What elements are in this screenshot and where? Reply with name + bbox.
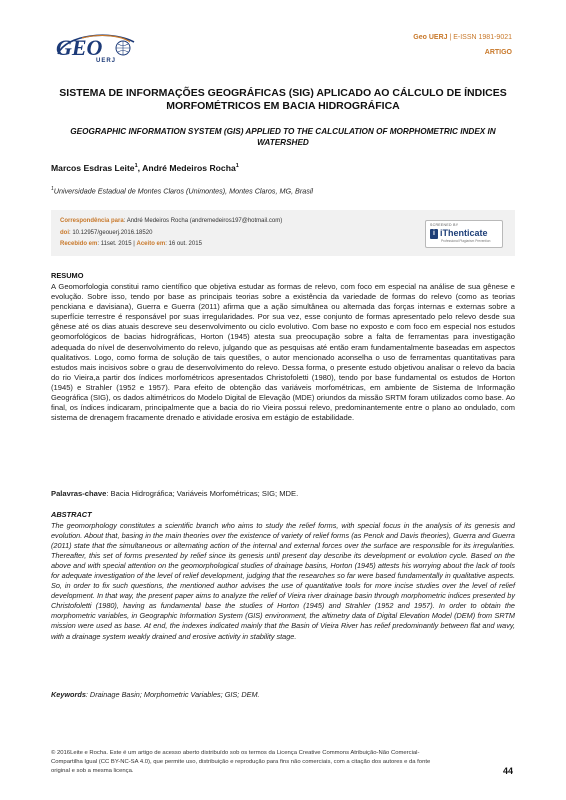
correspondence-value[interactable]: : André Medeiros Rocha (andremedeiros197@hotmail.com) bbox=[123, 218, 283, 224]
keywords-english bbox=[51, 690, 260, 699]
journal-header bbox=[413, 30, 512, 60]
svg-text:GEO: GEO bbox=[56, 35, 103, 60]
dates-line bbox=[60, 239, 282, 251]
page-number: 44 bbox=[502, 766, 513, 776]
keywords-portuguese bbox=[51, 489, 298, 498]
article-metadata bbox=[60, 216, 282, 251]
received-date: : 11set. 2015 | bbox=[97, 241, 135, 247]
issn: E-ISSN 1981-9021 bbox=[453, 34, 512, 41]
doi-label: doi bbox=[60, 229, 69, 236]
article-subtitle-english: GEOGRAPHIC INFORMATION SYSTEM (GIS) APPLIED TO THE CALCULATION OF MORPHOMETRIC INDEX IN WATERSHED bbox=[70, 127, 496, 147]
journal-name: Geo UERJ bbox=[413, 34, 448, 41]
resumo-text: A Geomorfologia constitui ramo científico que objetiva estudar as formas de relevo, com foco em especial na análise de sua gênese e evolução. Sobre isso, tendo por base as principais teorias sobre a existência da variedade de formas do relevo (como as teorias penckiana e davisiana), Guerra e Guerra (2011) afirma que a ação simultânea ou alternada das forças internas e externas sobre a superfície terrestre é responsável por suas irregularidades. Por sua vez, esse conjunto de formas apresentado pelo relevo desde sua gênese até os dias atuais descreve seu desenvolvimento ou ciclo evolutivo. Com base no exposto e com foco em especial nos estudos geomorfológicos de bacias hidrográficas, Horton (1945) atesta sua preocupação sobre a falta de ferramentas para investigação adequada do nível de desenvolvimento do relevo, julgando que as pesquisas até então eram fundamentalmente baseadas em aspectos qualitativos. Logo, como forma de solução de tais questões, o autor mencionado aconselha o uso de ferramentas quantitativas para estudos mais incisivos sobre o grau de desenvolvimento do relevo. Dessa forma, o presente estudo objetivou analisar o relevo da bacia do rio Vieira,a partir dos índices morfométricos apresentados Christofoletti (1980), tendo por base fundamental os estudos de Horton (1945) e Strahler (1952 e 1957). Para efeito de obtenção das variáveis morfométricas, em ambiente de Sistema de Informação Geográfica (SIG), os dados altimétricos do Modelo Digital de Elevação (MDE) oriundos da missão SRTM foram utilizados como base. Ao final, os índices indicaram, principalmente que a bacia do rio Vieira possui relevo, predominantemente entre o plano ao ondulado, com sistema de drenagem fracamente drenado e atividade erosiva em estágio de estabilidade. bbox=[51, 282, 515, 423]
author-list bbox=[51, 163, 239, 173]
author-separator: , bbox=[137, 163, 143, 173]
article-info-box bbox=[51, 210, 515, 256]
author-name[interactable]: André Medeiros Rocha bbox=[142, 163, 236, 173]
badge-name: iThenticate bbox=[440, 228, 488, 238]
license-footer: © 2016Leite e Rocha. Este é um artigo de acesso aberto distribuído sob os termos da Licença Creative Commons Atribuição-Não Comercial-Compartilha Igual (CC BY-NC-SA 4.0), que permite uso, distribuição e reprodução para fins não comerciais, com a citação dos autores e da fonte original e sob a mesma licença. bbox=[51, 750, 431, 774]
resumo-heading: RESUMO bbox=[51, 271, 84, 280]
affiliation bbox=[51, 186, 313, 195]
accepted-date: : 16 out. 2015 bbox=[165, 241, 202, 247]
author-affiliation-marker: 1 bbox=[134, 163, 138, 170]
keywords-text: : Bacia Hidrográfica; Variáveis Morfométricas; SIG; MDE. bbox=[106, 489, 299, 498]
section-label: ARTIGO bbox=[484, 49, 512, 56]
doi-line bbox=[60, 228, 282, 240]
correspondence-line bbox=[60, 216, 282, 228]
abstract-text: The geomorphology constitutes a scientific branch who aims to study the relief forms, with special focus in the analysis of its genesis and evolution. About that, basing in the main theories over the existence of variety of relief forms (as Penck and Davis theories), Guerra and Guerra (2011) state that the simultaneous or alternating action of the internal and external forces over the surface are responsible for its irregularities. Thereafter, this set of forms presented by relief since its genesis until present day describe its development or evolution cycle. Based on the above and with special attention on the geomorphological studies of drainage basins, Horton (1945) attests his worrying about the lack of tools for adequate investigation of the level of relief development, judging that the researches so far were based fundamentally in qualitative aspects. So, in order to fix such questions, the mentioned author advises the use of quantitative tools for more incise studies over the level of relief development. In that way, the present paper aims to analyze the relief of Vieira river drainage basin through morphometric indices presented by Christofoletti (1980), having as fundamental base the studies of Horton (1945) and Strahler (1952 and 1957). In order to obtain the morphometric variables, in Geographic Information System (GIS) environment, the altimetry data of Digital Elevation Model (DEM) from SRTM mission were used as base. At end, the indexes indicated mainly that the Basin of Vieira River has relief predominantly between flat and wavy, with a drainage system weakly drained and erosive activity in stability stage. bbox=[51, 521, 515, 641]
author-name[interactable]: Marcos Esdras Leite bbox=[51, 163, 135, 173]
journal-id-line: Geo UERJ | E-ISSN 1981-9021 bbox=[413, 34, 512, 41]
svg-text:UERJ: UERJ bbox=[96, 58, 117, 64]
keywords-label: Palavras-chave bbox=[51, 489, 107, 498]
accepted-label: Aceito em bbox=[136, 241, 166, 247]
ithenticate-icon: i bbox=[430, 229, 438, 239]
affiliation-text: Universidade Estadual de Montes Claros (Unimontes), Montes Claros, MG, Brasil bbox=[53, 186, 314, 196]
doi-link[interactable]: : 10.12957/geouerj.2016.18520 bbox=[69, 229, 153, 236]
article-title: SISTEMA DE INFORMAÇÕES GEOGRÁFICAS (SIG) APLICADO AO CÁLCULO DE ÍNDICES MORFOMÉTRICOS EM BACIA HIDROGRÁFICA bbox=[59, 87, 507, 112]
abstract-heading: ABSTRACT bbox=[51, 510, 92, 519]
affiliation-marker: 1 bbox=[51, 186, 54, 192]
ithenticate-badge[interactable] bbox=[425, 220, 503, 248]
received-label: Recebido em bbox=[60, 241, 98, 247]
author-affiliation-marker: 1 bbox=[235, 163, 239, 170]
badge-tagline: Professional Plagiarism Prevention bbox=[441, 239, 491, 243]
correspondence-label: Correspondência para bbox=[60, 218, 124, 224]
journal-logo bbox=[52, 28, 138, 66]
badge-caption: SCREENED BY bbox=[430, 223, 459, 227]
geo-uerj-logo-graphic bbox=[52, 28, 138, 66]
keywords-en-label: Keywords bbox=[51, 690, 86, 699]
keywords-en-text: : Drainage Basin; Morphometric Variables; GIS; DEM. bbox=[85, 690, 260, 699]
